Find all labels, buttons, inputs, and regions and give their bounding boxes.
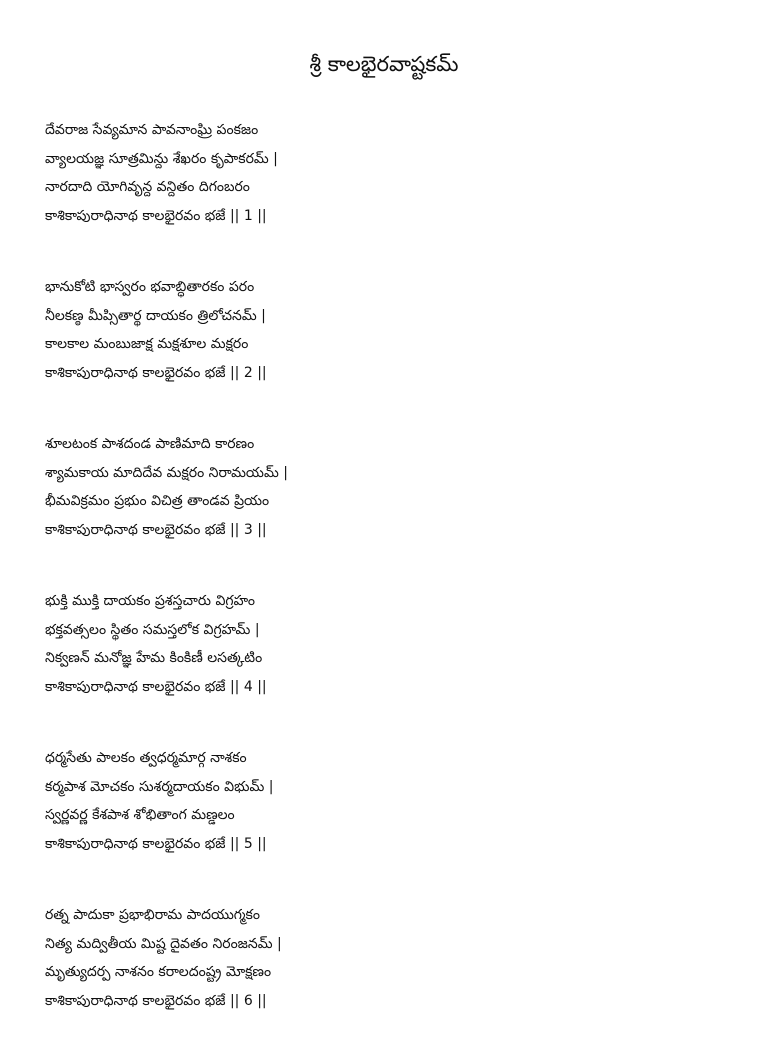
verse-line: వ్యాలయజ్ఞ సూత్రమిన్దు శేఖరం కృపాకరమ్ | [45, 150, 278, 167]
verse-line: కాశికాపురాధినాథ కాలభైరవం భజే || 1 || [45, 207, 267, 224]
verse-line: నీలకణ్ఠ మీప్సితార్థ దాయకం త్రిలోచనమ్ | [45, 307, 266, 324]
verse-line: నారదాది యోగివృన్ద వన్దితం దిగంబరం [45, 179, 250, 195]
verse-line: కాశికాపురాధినాథ కాలభైరవం భజే || 2 || [45, 364, 267, 381]
verse-line: నిత్య మద్వితీయ మిష్ట దైవతం నిరంజనమ్ | [45, 935, 282, 952]
verse-line: కాలకాల మంబుజాక్ష మక్షశూల మక్షరం [45, 336, 249, 352]
verse-5 [45, 744, 735, 858]
verse-line: దేవరాజ సేవ్యమాన పావనాంఘ్రి పంకజం [45, 122, 259, 138]
verse-line: ధర్మసేతు పాలకం త్వధర్మమార్గ నాశకం [45, 750, 247, 766]
verse-line: భానుకోటి భాస్వరం భవాబ్ధితారకం పరం [45, 279, 255, 295]
verse-line: భీమవిక్రమం ప్రభుం విచిత్ర తాండవ ప్రియం [45, 493, 270, 509]
verse-3 [45, 430, 735, 544]
verse-line: కాశికాపురాధినాథ కాలభైరవం భజే || 3 || [45, 521, 267, 538]
verse-line: నిక్వణన్ మనోజ్ఞ హేమ కింకిణీ లసత్కటిం [45, 650, 263, 666]
verse-line: కాశికాపురాధినాథ కాలభైరవం భజే || 6 || [45, 992, 267, 1009]
verse-line: శ్యామకాయ మాదిదేవ మక్షరం నిరామయమ్ | [45, 464, 288, 481]
verse-line: స్వర్ణవర్ణ కేశపాశ శోభితాంగ మణ్డలం [45, 807, 235, 823]
verse-line: శూలటంక పాశదండ పాణిమాది కారణం [45, 436, 255, 452]
verse-2 [45, 273, 735, 387]
verse-1 [45, 116, 735, 230]
verses-container [45, 116, 735, 1058]
verse-line: కర్మపాశ మోచకం సుశర్మదాయకం విభుమ్ | [45, 778, 274, 795]
verse-line: రత్న పాదుకా ప్రభాభిరామ పాదయుగ్మకం [45, 907, 260, 923]
document-title: శ్రీ కాలభైరవాష్టకమ్ [309, 52, 459, 76]
verse-line: కాశికాపురాధినాథ కాలభైరవం భజే || 4 || [45, 678, 267, 695]
verse-line: భుక్తి ముక్తి దాయకం ప్రశస్తచారు విగ్రహం [45, 593, 255, 609]
verse-4 [45, 587, 735, 701]
verse-6 [45, 901, 735, 1015]
verse-line: కాశికాపురాధినాథ కాలభైరవం భజే || 5 || [45, 835, 267, 852]
verse-line: మృత్యుదర్ప నాశనం కరాలదంష్ట్ర మోక్షణం [45, 964, 272, 980]
verse-line: భక్తవత్సలం స్థితం సమస్తలోక విగ్రహమ్ | [45, 621, 260, 638]
